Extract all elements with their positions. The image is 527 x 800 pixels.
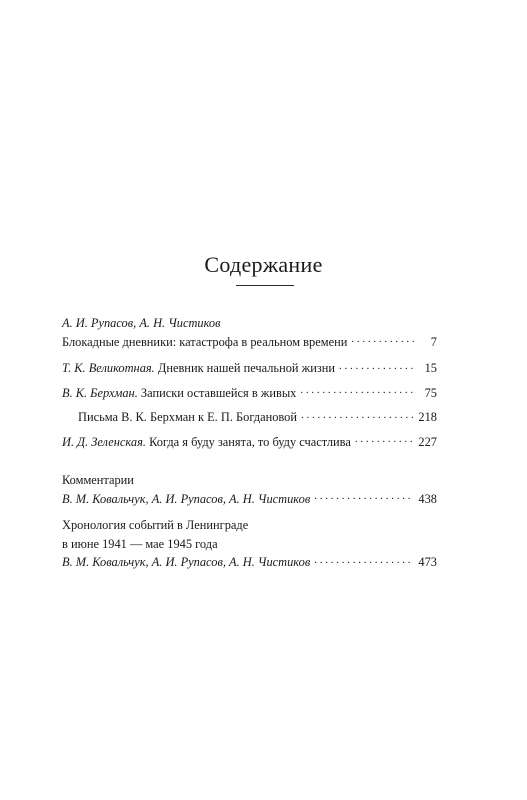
toc-entry-berkhman: [62, 384, 437, 403]
spacer: [62, 508, 437, 516]
spacer: [62, 451, 437, 471]
entry-title: Комментарии: [62, 473, 134, 487]
entry-title: Когда я буду занята, то буду счастлива: [149, 434, 351, 449]
entry-page-number: 75: [424, 385, 437, 400]
toc-entry-title-line: [62, 535, 437, 554]
entry-author: И. Д. Зеленская.: [62, 434, 146, 449]
dot-leader: [300, 385, 415, 397]
entry-title: Записки оставшейся в живых: [140, 385, 297, 400]
entry-author: А. И. Рупасов, А. Н. Чистиков: [62, 316, 221, 330]
toc-entry-letters: [62, 408, 437, 427]
toc-entry-author-line: [62, 553, 437, 572]
entry-author: В. К. Берхман.: [62, 385, 138, 400]
dot-leader: [339, 360, 415, 372]
entry-author: В. М. Ковальчук, А. И. Рупасов, А. Н. Чистиков: [62, 555, 311, 569]
entry-page-number: 473: [418, 555, 437, 569]
entry-page-number: 7: [430, 334, 437, 349]
entry-title: Блокадные дневники: катастрофа в реальном времени: [62, 334, 348, 349]
dot-leader: [301, 409, 414, 421]
dot-leader: [351, 334, 415, 346]
toc-entry-comments: [62, 471, 437, 508]
dot-leader: [314, 491, 414, 503]
entry-title-continued: в июне 1941 — мае 1945 года: [62, 536, 218, 551]
dot-leader: [355, 434, 415, 446]
toc-entry-title-line: [62, 333, 437, 352]
toc-entry-author-line: [62, 490, 437, 509]
dot-leader: [314, 554, 414, 566]
title-divider: [236, 285, 294, 286]
toc-entry-chronology: [62, 516, 437, 572]
toc-entry-title-line: [62, 471, 437, 490]
toc-entry-introduction: [62, 314, 437, 351]
entry-page-number: 227: [418, 434, 437, 449]
table-of-contents: [62, 314, 437, 572]
entry-page-number: 218: [418, 410, 437, 424]
entry-title: Дневник нашей печальной жизни: [157, 361, 335, 375]
entry-page-number: 438: [418, 491, 437, 506]
entry-title: Хронология событий в Ленинграде: [62, 518, 249, 532]
toc-entry-zelenskaya: [62, 433, 437, 452]
entry-author: Т. К. Великотная.: [62, 361, 155, 375]
toc-entry-title-line: [62, 516, 437, 535]
entry-page-number: 15: [424, 361, 437, 375]
page-title: Содержание: [204, 252, 323, 277]
entry-author: В. М. Ковальчук, А. И. Рупасов, А. Н. Чистиков: [62, 491, 311, 506]
toc-entry-velikotnaya: [62, 359, 437, 378]
toc-entry-author-line: [62, 314, 437, 333]
entry-title: Письма В. К. Берхман к Е. П. Богдановой: [78, 410, 298, 424]
spacer: [62, 351, 437, 359]
